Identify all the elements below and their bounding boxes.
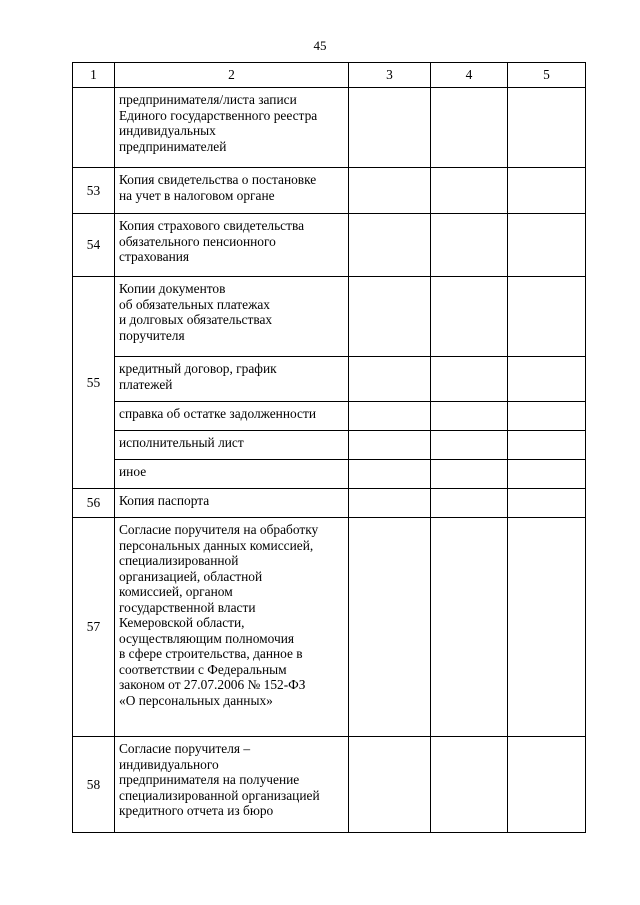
table-row [73, 402, 586, 431]
table-row [73, 518, 586, 737]
cell-col5 [508, 489, 586, 518]
row-number: 55 [73, 277, 115, 489]
cell-col4 [431, 431, 508, 460]
cell-col3 [349, 737, 431, 833]
cell-col4 [431, 402, 508, 431]
cell-col3 [349, 431, 431, 460]
row-text: Согласие поручителя на обработку персональных данных комиссией, специализированной организацией, областной комиссией, органом государственной власти Кемеровской области, осуществляющим полномочия в сфере строительства, данное в соответствии с Федеральным законом от 27.07.2006 № 152-ФЗ «О персональных данных» [115, 518, 349, 737]
cell-col5 [508, 402, 586, 431]
row-text: Копия свидетельства о постановке на учет в налоговом органе [115, 168, 349, 214]
row-text: Копия страхового свидетельства обязательного пенсионного страхования [115, 214, 349, 277]
cell-col5 [508, 88, 586, 168]
table-row [73, 214, 586, 277]
table-row [73, 168, 586, 214]
cell-col5 [508, 518, 586, 737]
table-row [73, 489, 586, 518]
row-text: Копии документов об обязательных платежах и долговых обязательствах поручителя [115, 277, 349, 357]
cell-col3 [349, 357, 431, 402]
cell-col5 [508, 214, 586, 277]
cell-col4 [431, 168, 508, 214]
row-text: справка об остатке задолженности [115, 402, 349, 431]
column-header-5: 5 [508, 63, 586, 88]
row-text: Согласие поручителя – индивидуального предпринимателя на получение специализированной организацией кредитного отчета из бюро [115, 737, 349, 833]
cell-col4 [431, 88, 508, 168]
table-row [73, 277, 586, 357]
column-header-4: 4 [431, 63, 508, 88]
row-number: 54 [73, 214, 115, 277]
cell-col3 [349, 88, 431, 168]
cell-col3 [349, 460, 431, 489]
row-text: Копия паспорта [115, 489, 349, 518]
row-text: кредитный договор, график платежей [115, 357, 349, 402]
cell-col4 [431, 277, 508, 357]
cell-col4 [431, 489, 508, 518]
column-header-1: 1 [73, 63, 115, 88]
cell-col3 [349, 518, 431, 737]
table-row [73, 460, 586, 489]
row-number: 56 [73, 489, 115, 518]
table-header-row [73, 63, 586, 88]
cell-col5 [508, 737, 586, 833]
table-row [73, 88, 586, 168]
cell-col3 [349, 402, 431, 431]
cell-col3 [349, 214, 431, 277]
row-text: предпринимателя/листа записи Единого государственного реестра индивидуальных предпринимателей [115, 88, 349, 168]
table-row [73, 357, 586, 402]
cell-col5 [508, 460, 586, 489]
document-table [72, 62, 586, 833]
cell-col5 [508, 277, 586, 357]
cell-col4 [431, 460, 508, 489]
table-row [73, 431, 586, 460]
row-number: 53 [73, 168, 115, 214]
cell-col4 [431, 518, 508, 737]
cell-col3 [349, 277, 431, 357]
cell-col3 [349, 168, 431, 214]
cell-col5 [508, 431, 586, 460]
row-number [73, 88, 115, 168]
cell-col4 [431, 737, 508, 833]
cell-col4 [431, 357, 508, 402]
row-number: 57 [73, 518, 115, 737]
cell-col5 [508, 357, 586, 402]
cell-col5 [508, 168, 586, 214]
cell-col4 [431, 214, 508, 277]
cell-col3 [349, 489, 431, 518]
row-text: исполнительный лист [115, 431, 349, 460]
table-row [73, 737, 586, 833]
column-header-3: 3 [349, 63, 431, 88]
page-number: 45 [313, 38, 327, 53]
row-text: иное [115, 460, 349, 489]
column-header-2: 2 [115, 63, 349, 88]
row-number: 58 [73, 737, 115, 833]
